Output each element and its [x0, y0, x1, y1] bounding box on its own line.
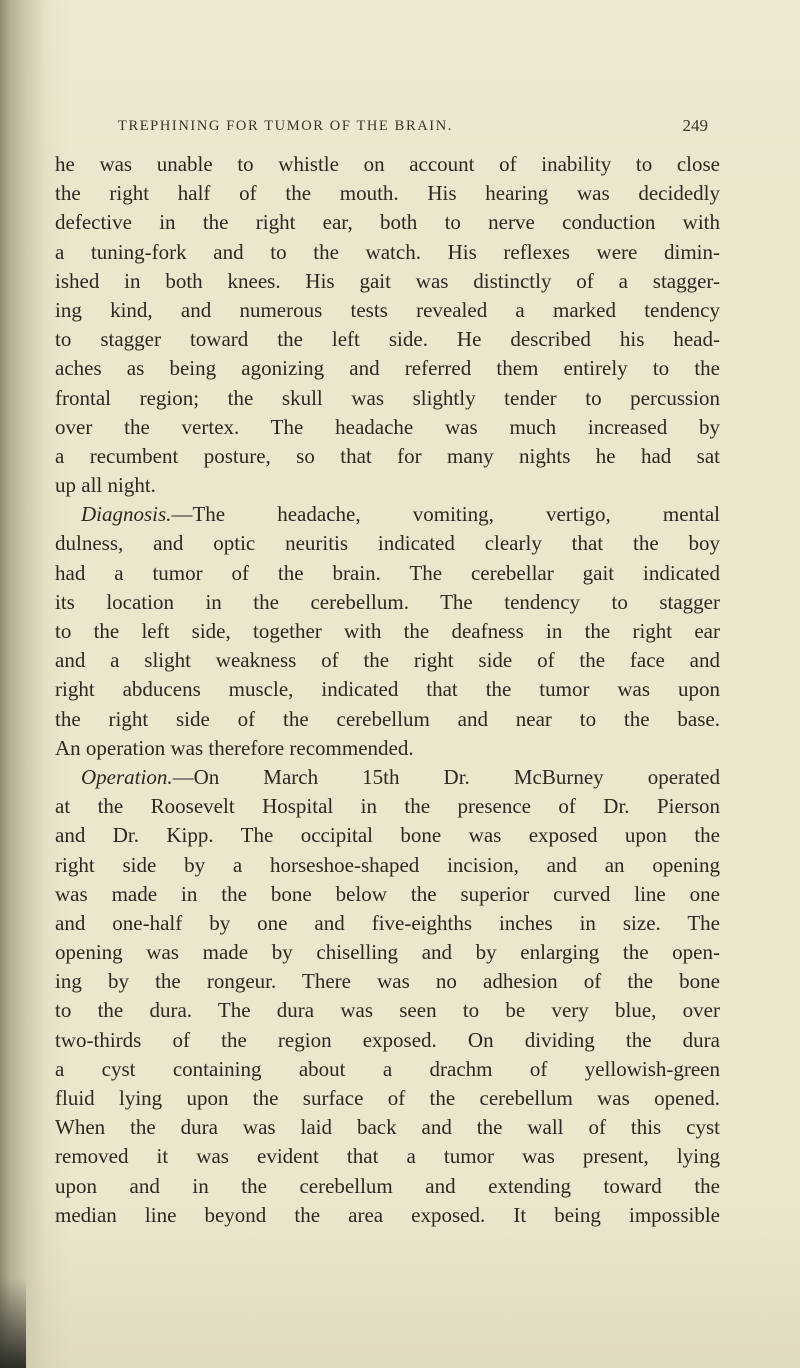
text-line: aches as being agonizing and referred them entirely to the [55, 356, 720, 381]
text-line: ing by the rongeur. There was no adhesion of the bone [55, 969, 720, 994]
text-line: upon and in the cerebellum and extending toward the [55, 1173, 720, 1198]
text-line: defective in the right ear, both to nerve conduction with [55, 210, 720, 235]
text-line: frontal region; the skull was slightly tender to percussion [55, 385, 720, 410]
text-line: two-thirds of the region exposed. On dividing the dura [55, 1027, 720, 1052]
text-line: its location in the cerebellum. The tendency to stagger [55, 589, 720, 614]
section-runin-operation: Operation. [81, 764, 173, 789]
text-line: a tuning-fork and to the watch. His reflexes were dimin- [55, 239, 720, 264]
text-line: and a slight weakness of the right side of the face and [55, 648, 720, 673]
text-line: opening was made by chiselling and by enlarging the open- [55, 940, 720, 965]
text-line: fluid lying upon the surface of the cerebellum was opened. [55, 1086, 720, 1110]
text-line: right side by a horseshoe-shaped incision, and an opening [55, 852, 720, 877]
text-line: dulness, and optic neuritis indicated clearly that the boy [55, 531, 720, 556]
text-line: removed it was evident that a tumor was present, lying [55, 1144, 720, 1169]
text-line: a recumbent posture, so that for many nights he had sat [55, 443, 720, 468]
running-head [118, 118, 708, 140]
text-line: a cyst containing about a drachm of yellowish-green [55, 1056, 720, 1081]
text-line: had a tumor of the brain. The cerebellar gait indicated [55, 560, 720, 585]
text-line: When the dura was laid back and the wall of this cyst [55, 1115, 720, 1140]
text-line: he was unable to whistle on account of inability to close [55, 152, 720, 176]
section-runin-diagnosis: Diagnosis. [81, 502, 172, 527]
body-text [55, 150, 720, 1230]
text-line: was made in the bone below the superior curved line one [55, 881, 720, 906]
text-line: right abducens muscle, indicated that the tumor was upon [55, 677, 720, 702]
text-line: median line beyond the area exposed. It being impossible [55, 1202, 720, 1227]
corner-shadow [0, 1278, 26, 1368]
running-title: TREPHINING FOR TUMOR OF THE BRAIN. [118, 118, 454, 134]
text-line: to the left side, together with the deafness in the right ear [55, 619, 720, 643]
text-line: An operation was therefore recommended. [55, 735, 414, 760]
text-line: ished in both knees. His gait was distinctly of a stagger- [55, 268, 720, 293]
page-number: 249 [682, 116, 708, 135]
text-line: over the vertex. The headache was much increased by [55, 414, 720, 439]
binding-shadow [0, 0, 46, 1368]
line-text: —The headache, vomiting, vertigo, mental [171, 502, 720, 527]
text-line: to stagger toward the left side. He described his head- [55, 327, 720, 352]
text-line: at the Roosevelt Hospital in the presence of Dr. Pierson [55, 794, 720, 819]
text-line: to the dura. The dura was seen to be very blue, over [55, 998, 720, 1023]
text-line: the right half of the mouth. His hearing was decidedly [55, 181, 720, 206]
text-line-operation [55, 763, 720, 792]
text-line: and one-half by one and five-eighths inches in size. The [55, 910, 720, 935]
text-line: up all night. [55, 473, 156, 498]
text-line-diagnosis [55, 500, 720, 529]
line-text: —On March 15th Dr. McBurney operated [172, 764, 720, 789]
text-line: the right side of the cerebellum and near to the base. [55, 706, 720, 731]
text-line: ing kind, and numerous tests revealed a marked tendency [55, 297, 720, 322]
text-line: and Dr. Kipp. The occipital bone was exposed upon the [55, 823, 720, 848]
